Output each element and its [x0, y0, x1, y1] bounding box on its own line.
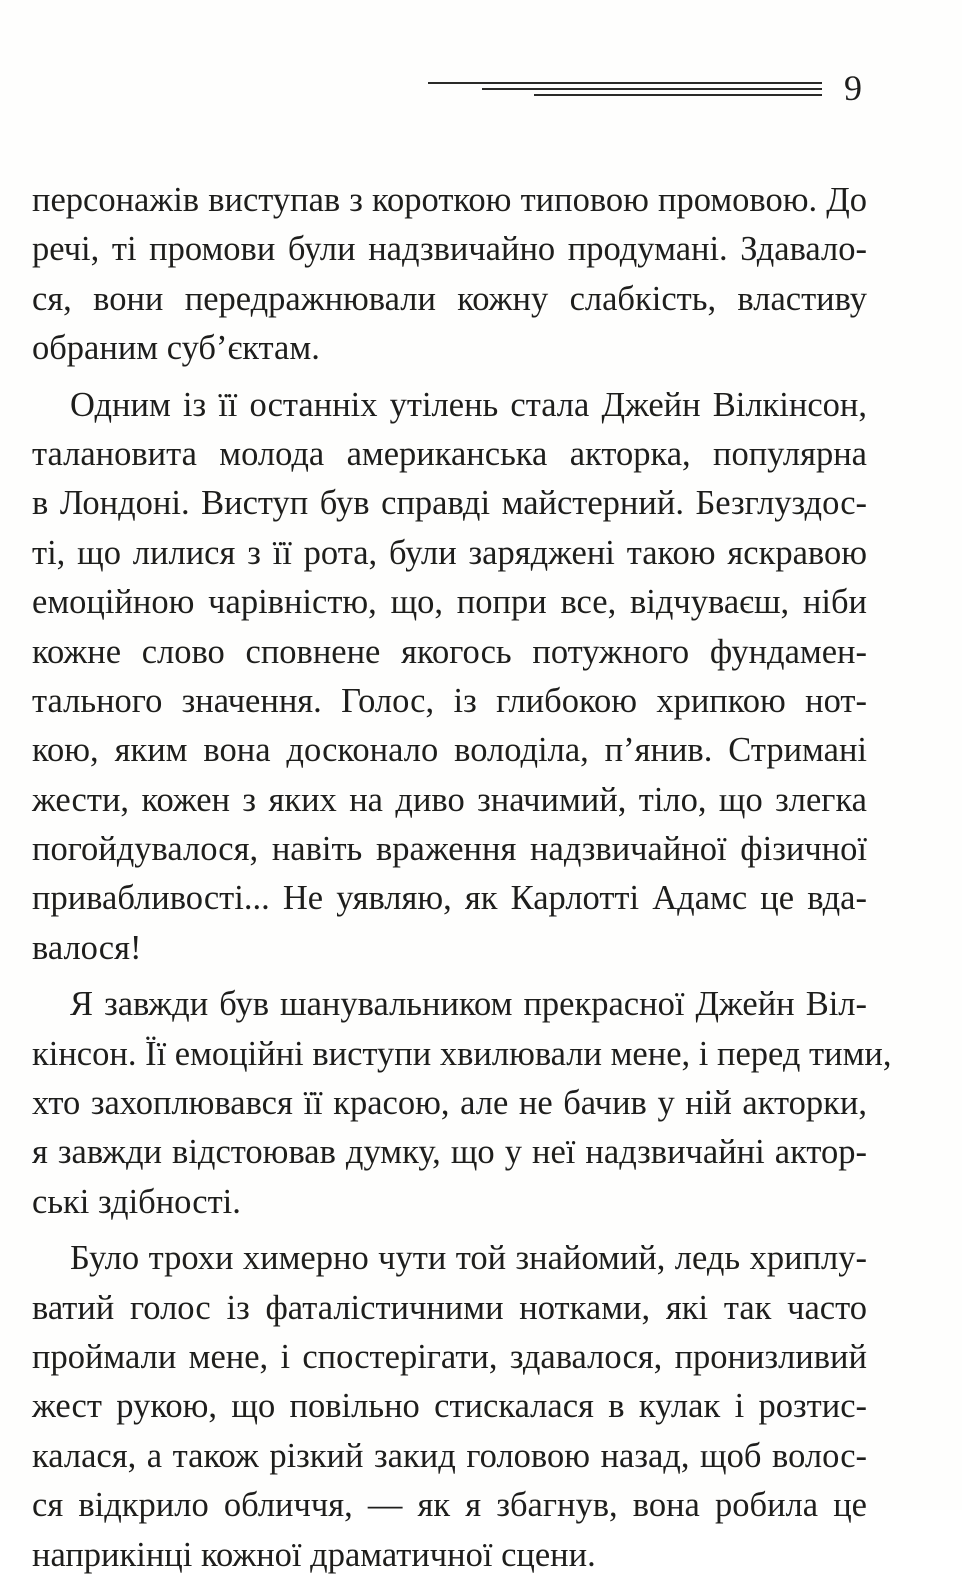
text-line: кожне слово сповнене якогось потужного фундамен-: [32, 632, 867, 671]
decorative-rule-lines: [428, 82, 822, 96]
text-line: жест рукою, що повільно стискалася в кулак і розтис-: [32, 1387, 867, 1426]
text-line: ські здібності.: [32, 1182, 241, 1221]
text-line: погойдувалося, навіть враження надзвичайної фізичної: [32, 830, 867, 869]
rule-line: [482, 88, 822, 90]
text-line: валося!: [32, 928, 142, 967]
text-line: Одним із її останніх утілень стала Джейн Вілкінсон,: [70, 385, 867, 424]
text-line: речі, ті промови були надзвичайно продумані. Здавало-: [32, 230, 867, 269]
paragraph: [32, 381, 867, 974]
text-line: я завжди відстоював думку, що у неї надзвичайні актор-: [32, 1133, 867, 1172]
text-line: ся, вони передражнювали кожну слабкість, властиву: [32, 279, 867, 318]
running-head: [400, 62, 870, 112]
text-line: калася, а також різкий закид головою назад, щоб волос-: [32, 1436, 867, 1475]
paragraph: [32, 980, 892, 1227]
text-line: ті, що лилися з її рота, були заряджені такою яскравою: [32, 533, 867, 572]
text-line: Я завжди був шанувальником прекрасної Джейн Віл-: [70, 985, 867, 1024]
paragraph: [32, 1234, 867, 1580]
text-line: талановита молода американська акторка, популярна: [32, 434, 867, 473]
text-line: тального значення. Голос, із глибокою хрипкою нот-: [32, 681, 867, 720]
text-line: ватий голос із фаталістичними нотками, які так часто: [32, 1288, 867, 1327]
text-line: емоційною чарівністю, що, попри все, відчуваєш, ніби: [32, 583, 867, 622]
text-line: наприкінці кожної драматичної сцени.: [32, 1535, 596, 1574]
rule-line: [534, 94, 822, 96]
text-line: в Лондоні. Виступ був справді майстерний. Безглуздос-: [32, 484, 867, 523]
text-line: обраним суб’єктам.: [32, 329, 320, 368]
text-line: жести, кожен з яких на диво значимий, тіло, що злегка: [32, 780, 867, 819]
text-line: Було трохи химерно чути той знайомий, ледь хриплу-: [70, 1239, 867, 1278]
text-line: проймали мене, і спостерігати, здавалося, пронизливий: [32, 1337, 867, 1376]
page-number: 9: [844, 68, 862, 108]
paragraph: [32, 176, 867, 374]
text-line: персонажів виступав з короткою типовою промовою. До: [32, 181, 867, 219]
rule-line: [428, 82, 822, 84]
body-text: [32, 176, 892, 1587]
text-line: кінсон. Її емоційні виступи хвилювали мене, і перед тими,: [32, 1034, 892, 1073]
text-line: кою, яким вона досконало володіла, п’янив. Стримані: [32, 731, 867, 770]
text-line: ся відкрило обличчя, — як я збагнув, вона робила це: [32, 1486, 867, 1525]
text-line: привабливості... Не уявляю, як Карлотті Адамс це вда-: [32, 879, 867, 918]
text-line: хто захоплювався її красою, але не бачив у ній акторки,: [32, 1084, 867, 1123]
